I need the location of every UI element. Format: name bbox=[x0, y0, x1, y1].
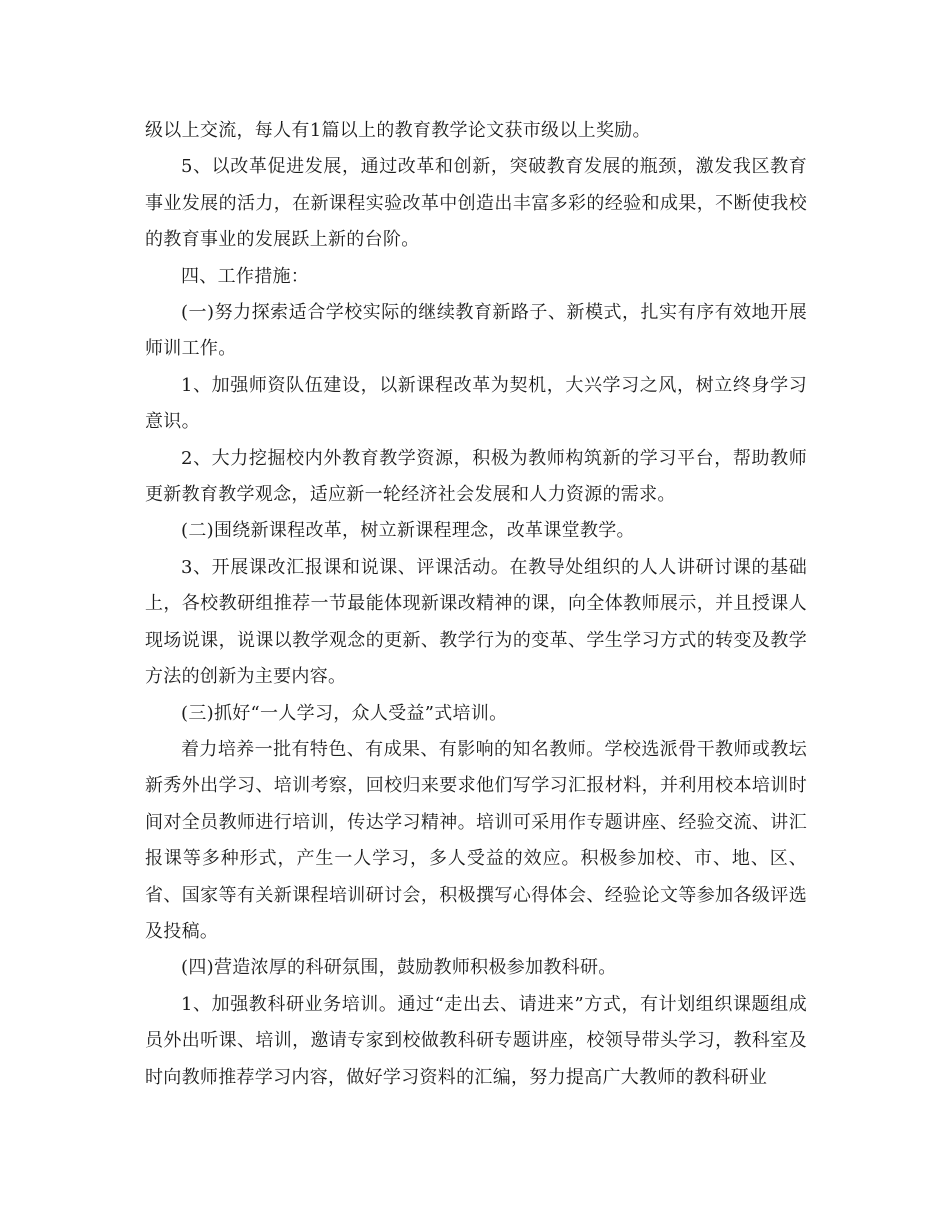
paragraph-item-3: 3、开展课改汇报课和说课、评课活动。在教导处组织的人人讲研讨课的基础上，各校教研组推荐一节最能体现新课改精神的课，向全体教师展示，并且授课人现场说课，说课以教学观念的更新、教学行为的变革、学生学习方式的转变及教学方法的创新为主要内容。 bbox=[145, 556, 807, 688]
paragraph-item-2: 2、大力挖掘校内外教育教学资源，积极为教师构筑新的学习平台，帮助教师更新教育教学观念，适应新一轮经济社会发展和人力资源的需求。 bbox=[145, 447, 807, 506]
document-body bbox=[145, 113, 807, 1096]
paragraph-continuation: 级以上交流，每人有1篇以上的教育教学论文获市级以上奖励。 bbox=[145, 120, 651, 141]
subheading-3: (三)抓好“一人学习，众人受益”式培训。 bbox=[181, 702, 508, 724]
paragraph-goal-5: 5、以改革促进发展，通过改革和创新，突破教育发展的瓶颈，激发我区教育事业发展的活力，在新课程实验改革中创造出丰富多彩的经验和成果，不断使我校的教育事业的发展跃上新的台阶。 bbox=[145, 156, 807, 251]
subheading-4: (四)营造浓厚的科研氛围，鼓励教师积极参加教科研。 bbox=[181, 957, 617, 979]
subheading-1: (一)努力探索适合学校实际的继续教育新路子、新模式，扎实有序有效地开展师训工作。 bbox=[145, 302, 807, 360]
subheading-2: (二)围绕新课程改革，树立新课程理念，改革课堂教学。 bbox=[181, 520, 635, 542]
paragraph-item-1: 1、加强师资队伍建设，以新课程改革为契机，大兴学习之风，树立终身学习意识。 bbox=[145, 374, 807, 433]
paragraph-training: 着力培养一批有特色、有成果、有影响的知名教师。学校选派骨干教师或教坛新秀外出学习、培训考察，回校归来要求他们写学习汇报材料，并利用校本培训时间对全员教师进行培训，传达学习精神。培训可采用作专题讲座、经验交流、讲汇报课等多种形式，产生一人学习，多人受益的效应。积极参加校、市、地、区、省、国家等有关新课程培训研讨会，积极撰写心得体会、经验论文等参加各级评选及投稿。 bbox=[145, 738, 807, 942]
section-heading-measures: 四、工作措施： bbox=[181, 265, 310, 287]
paragraph-research-1: 1、加强教科研业务培训。通过“走出去、请进来”方式，有计划组织课题组成员外出听课、培训，邀请专家到校做教科研专题讲座，校领导带头学习，教科室及时向教师推荐学习内容，做好学习资料的汇编，努力提高广大教师的教科研业 bbox=[145, 993, 807, 1088]
